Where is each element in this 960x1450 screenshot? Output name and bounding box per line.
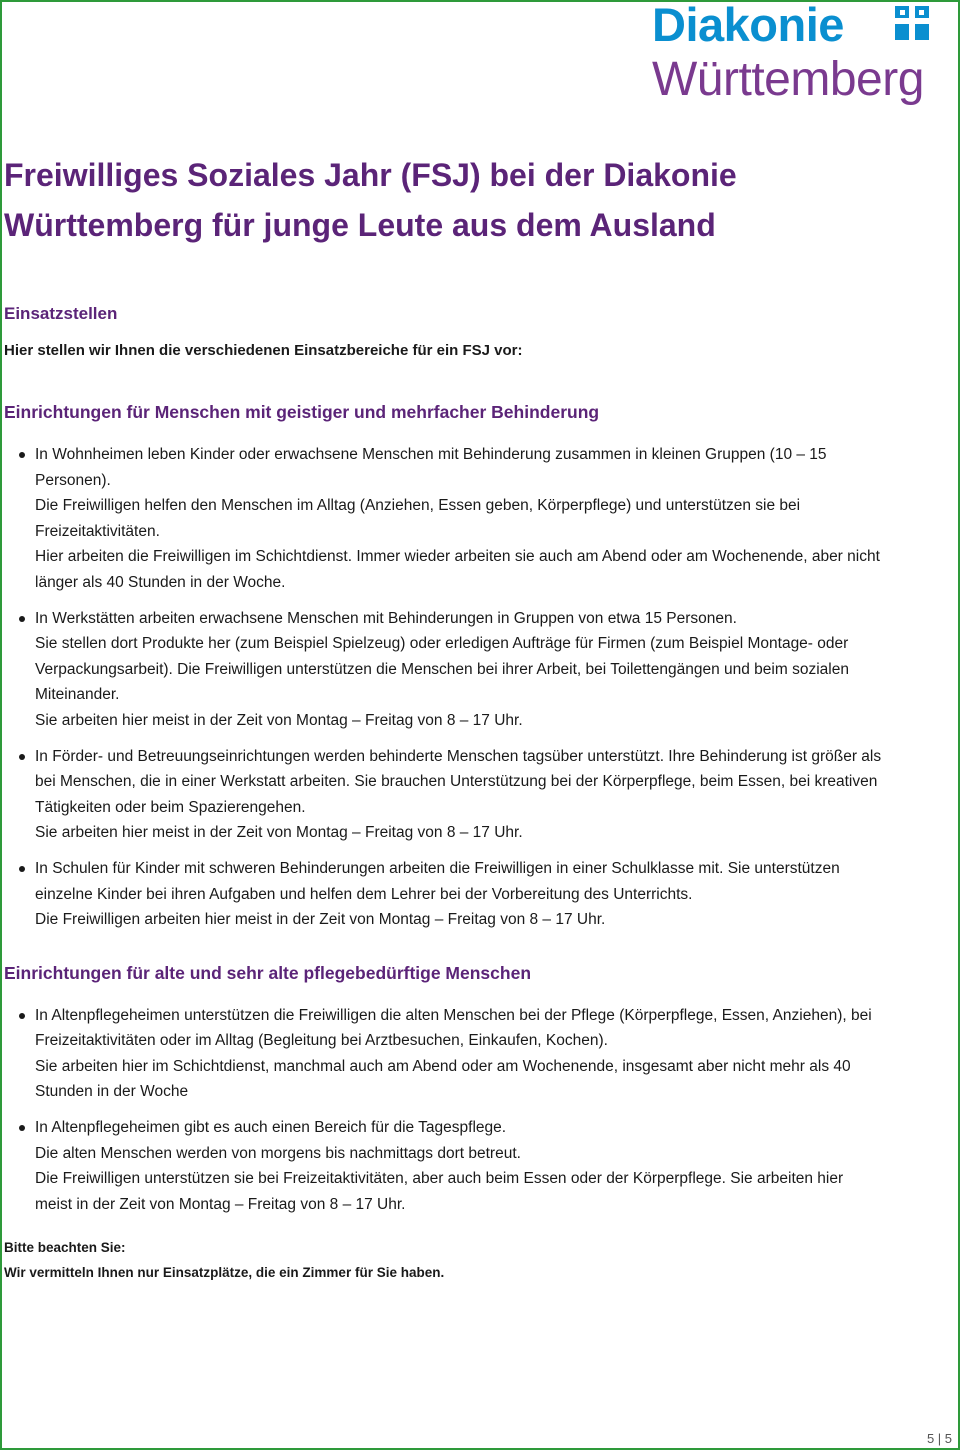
section-heading-behinderung: Einrichtungen für Menschen mit geistiger und mehrfacher Behinderung [4, 402, 600, 422]
logo-line-wuerttemberg: Württemberg [652, 53, 924, 106]
list-item: In Werkstätten arbeiten erwachsene Menschen mit Behinderungen in Gruppen von etwa 15 Personen. Sie stellen dort Produkte her (zum Beispiel Spielzeug) oder erledigen Aufträge für Firmen (zum Beispiel Montage- oder Verpackungsarbeit). Die Freiwilligen unterstützen die Menschen bei ihrer Arbeit, bei Toilettengängen und beim sozialen Miteinander. Sie arbeiten hier meist in der Zeit von Montag – Freitag von 8 – 17 Uhr. [4, 606, 884, 734]
logo-line-diakonie: Diakonie [652, 0, 844, 51]
section-heading-altenpflege: Einrichtungen für alte und sehr alte pflegebedürftige Menschen [4, 962, 532, 983]
list-behinderung [4, 442, 884, 933]
list-altenpflege [4, 1003, 884, 1218]
list-item: In Altenpflegeheimen unterstützen die Freiwilligen die alten Menschen bei der Pflege (Körperpflege, Essen, Anziehen), bei Freizeitaktivitäten oder im Alltag (Begleitung bei Arztbesuchen, Einkaufen, Kochen). Sie arbeiten hier im Schichtdienst, manchmal auch am Abend oder am Wochenende, insgesamt aber nicht mehr als 40 Stunden in der Woche [4, 1003, 884, 1105]
note-heading: Bitte beachten Sie: [4, 1240, 126, 1256]
diakonie-cross-icon [895, 6, 929, 40]
list-item: In Schulen für Kinder mit schweren Behinderungen arbeiten die Freiwilligen in einer Schulklasse mit. Sie unterstützen einzelne Kinder bei ihren Aufgaben und helfen dem Lehrer bei der Vorbereitung des Unterrichts. Die Freiwilligen arbeiten hier meist in der Zeit von Montag – Freitag von 8 – 17 Uhr. [4, 856, 884, 933]
note-text: Wir vermitteln Ihnen nur Einsatzplätze, die ein Zimmer für Sie haben. [4, 1265, 445, 1281]
document-title: Freiwilliges Soziales Jahr (FSJ) bei der Diakonie Württemberg für junge Leute aus dem Ausland [4, 157, 737, 243]
diakonie-logo [652, 2, 952, 112]
list-item: In Altenpflegeheimen gibt es auch einen Bereich für die Tagespflege. Die alten Menschen werden von morgens bis nachmittags dort betreut. Die Freiwilligen unterstützen sie bei Freizeitaktivitäten, aber auch beim Essen oder der Körperpflege. Sie arbeiten hier meist in der Zeit von Montag – Freitag von 8 – 17 Uhr. [4, 1115, 884, 1217]
document-content [4, 150, 884, 1285]
subheading-einsatzstellen: Einsatzstellen [4, 304, 118, 323]
note-block [4, 1235, 884, 1285]
page-number: 5 | 5 [926, 1431, 952, 1446]
list-item: In Wohnheimen leben Kinder oder erwachsene Menschen mit Behinderung zusammen in kleinen Gruppen (10 – 15 Personen). Die Freiwilligen helfen den Menschen im Alltag (Anziehen, Essen geben, Körperpflege) und unterstützen sie bei Freizeitaktivitäten. Hier arbeiten die Freiwilligen im Schichtdienst. Immer wieder arbeiten sie auch am Abend oder am Wochenende, aber nicht länger als 40 Stunden in der Woche. [4, 442, 884, 596]
intro-text: Hier stellen wir Ihnen die verschiedenen Einsatzbereiche für ein FSJ vor: [4, 342, 523, 359]
list-item: In Förder- und Betreuungseinrichtungen werden behinderte Menschen tagsüber unterstützt. Ihre Behinderung ist größer als bei Menschen, die in einer Werkstatt arbeiten. Sie brauchen Unterstützung bei der Körperpflege, beim Essen, bei kreativen Tätigkeiten oder beim Spazierengehen. Sie arbeiten hier meist in der Zeit von Montag – Freitag von 8 – 17 Uhr. [4, 744, 884, 846]
